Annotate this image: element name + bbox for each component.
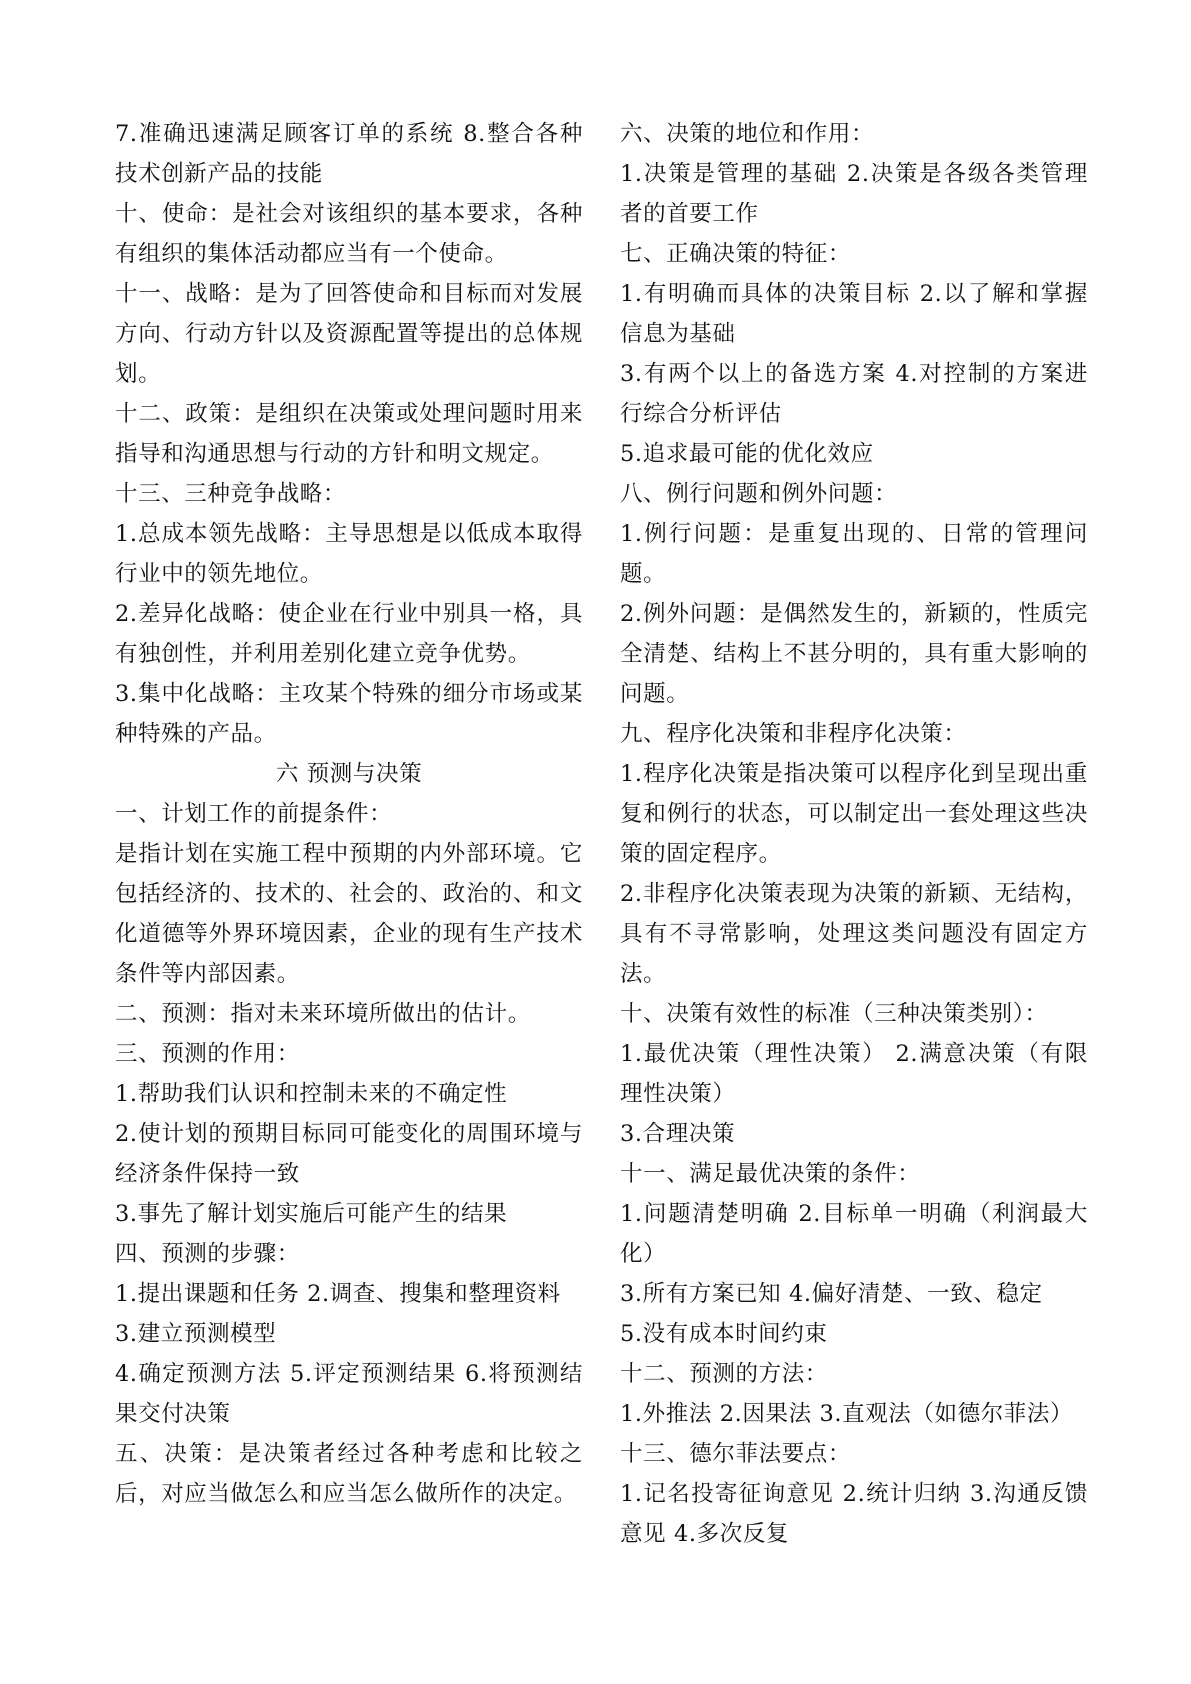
paragraph: 十、使命：是社会对该组织的基本要求，各种有组织的集体活动都应当有一个使命。 (115, 201, 583, 267)
paragraph: 7.准确迅速满足顾客订单的系统 8.整合各种技术创新产品的技能 (115, 121, 583, 187)
paragraph: 九、程序化决策和非程序化决策： (620, 721, 967, 747)
paragraph: 5.没有成本时间约束 (620, 1321, 828, 1347)
paragraph: 3.有两个以上的备选方案 4.对控制的方案进行综合分析评估 (620, 361, 1088, 427)
paragraph: 3.集中化战略：主攻某个特殊的细分市场或某种特殊的产品。 (115, 681, 583, 747)
paragraph: 3.所有方案已知 4.偏好清楚、一致、稳定 (620, 1281, 1043, 1307)
paragraph: 2.使计划的预期目标同可能变化的周围环境与经济条件保持一致 (115, 1121, 583, 1187)
paragraph: 十一、战略：是为了回答使命和目标而对发展方向、行动方针以及资源配置等提出的总体规划。 (115, 281, 583, 387)
paragraph: 2.非程序化决策表现为决策的新颖、无结构，具有不寻常影响，处理这类问题没有固定方法。 (620, 881, 1088, 987)
paragraph: 一、计划工作的前提条件： (115, 801, 393, 827)
paragraph: 二、预测：指对未来环境所做出的估计。 (115, 1001, 531, 1027)
paragraph: 1.例行问题：是重复出现的、日常的管理问题。 (620, 521, 1088, 587)
right-column (620, 114, 1088, 1554)
chapter-heading: 六 预测与决策 (275, 761, 423, 787)
paragraph: 1.提出课题和任务 2.调查、搜集和整理资料 (115, 1281, 561, 1307)
paragraph: 十三、德尔菲法要点： (620, 1441, 852, 1467)
paragraph: 十二、政策：是组织在决策或处理问题时用来指导和沟通思想与行动的方针和明文规定。 (115, 401, 583, 467)
paragraph: 1.问题清楚明确 2.目标单一明确（利润最大化） (620, 1201, 1088, 1267)
paragraph: 八、例行问题和例外问题： (620, 481, 898, 507)
paragraph: 3.事先了解计划实施后可能产生的结果 (115, 1201, 508, 1227)
paragraph: 2.例外问题：是偶然发生的，新颖的，性质完全清楚、结构上不甚分明的，具有重大影响的问题。 (620, 601, 1088, 707)
paragraph: 三、预测的作用： (115, 1041, 300, 1067)
paragraph: 4.确定预测方法 5.评定预测结果 6.将预测结果交付决策 (115, 1361, 583, 1427)
paragraph: 5.追求最可能的优化效应 (620, 441, 874, 467)
paragraph: 十、决策有效性的标准（三种决策类别）： (620, 1001, 1048, 1027)
paragraph: 十三、三种竞争战略： (115, 481, 347, 507)
paragraph: 2.差异化战略：使企业在行业中别具一格，具有独创性，并利用差别化建立竞争优势。 (115, 601, 583, 667)
paragraph: 3.合理决策 (620, 1121, 736, 1147)
paragraph: 1.最优决策（理性决策） 2.满意决策（有限理性决策） (620, 1041, 1088, 1107)
left-column (115, 114, 583, 1514)
paragraph: 3.建立预测模型 (115, 1321, 277, 1347)
paragraph: 六、决策的地位和作用： (620, 121, 875, 147)
paragraph: 1.记名投寄征询意见 2.统计归纳 3.沟通反馈意见 4.多次反复 (620, 1481, 1088, 1547)
paragraph: 1.总成本领先战略：主导思想是以低成本取得行业中的领先地位。 (115, 521, 583, 587)
paragraph: 1.帮助我们认识和控制未来的不确定性 (115, 1081, 508, 1107)
paragraph: 1.程序化决策是指决策可以程序化到呈现出重复和例行的状态，可以制定出一套处理这些决策的固定程序。 (620, 761, 1088, 867)
paragraph: 七、正确决策的特征： (620, 241, 852, 267)
paragraph: 五、决策：是决策者经过各种考虑和比较之后，对应当做怎么和应当怎么做所作的决定。 (115, 1441, 583, 1507)
paragraph: 四、预测的步骤： (115, 1241, 300, 1267)
paragraph: 十一、满足最优决策的条件： (620, 1161, 921, 1187)
paragraph: 1.有明确而具体的决策目标 2.以了解和掌握信息为基础 (620, 281, 1088, 347)
paragraph: 1.外推法 2.因果法 3.直观法（如德尔菲法） (620, 1401, 1074, 1427)
paragraph: 十二、预测的方法： (620, 1361, 828, 1387)
paragraph: 是指计划在实施工程中预期的内外部环境。它包括经济的、技术的、社会的、政治的、和文化道德等外界环境因素，企业的现有生产技术条件等内部因素。 (115, 841, 583, 987)
paragraph: 1.决策是管理的基础 2.决策是各级各类管理者的首要工作 (620, 161, 1088, 227)
